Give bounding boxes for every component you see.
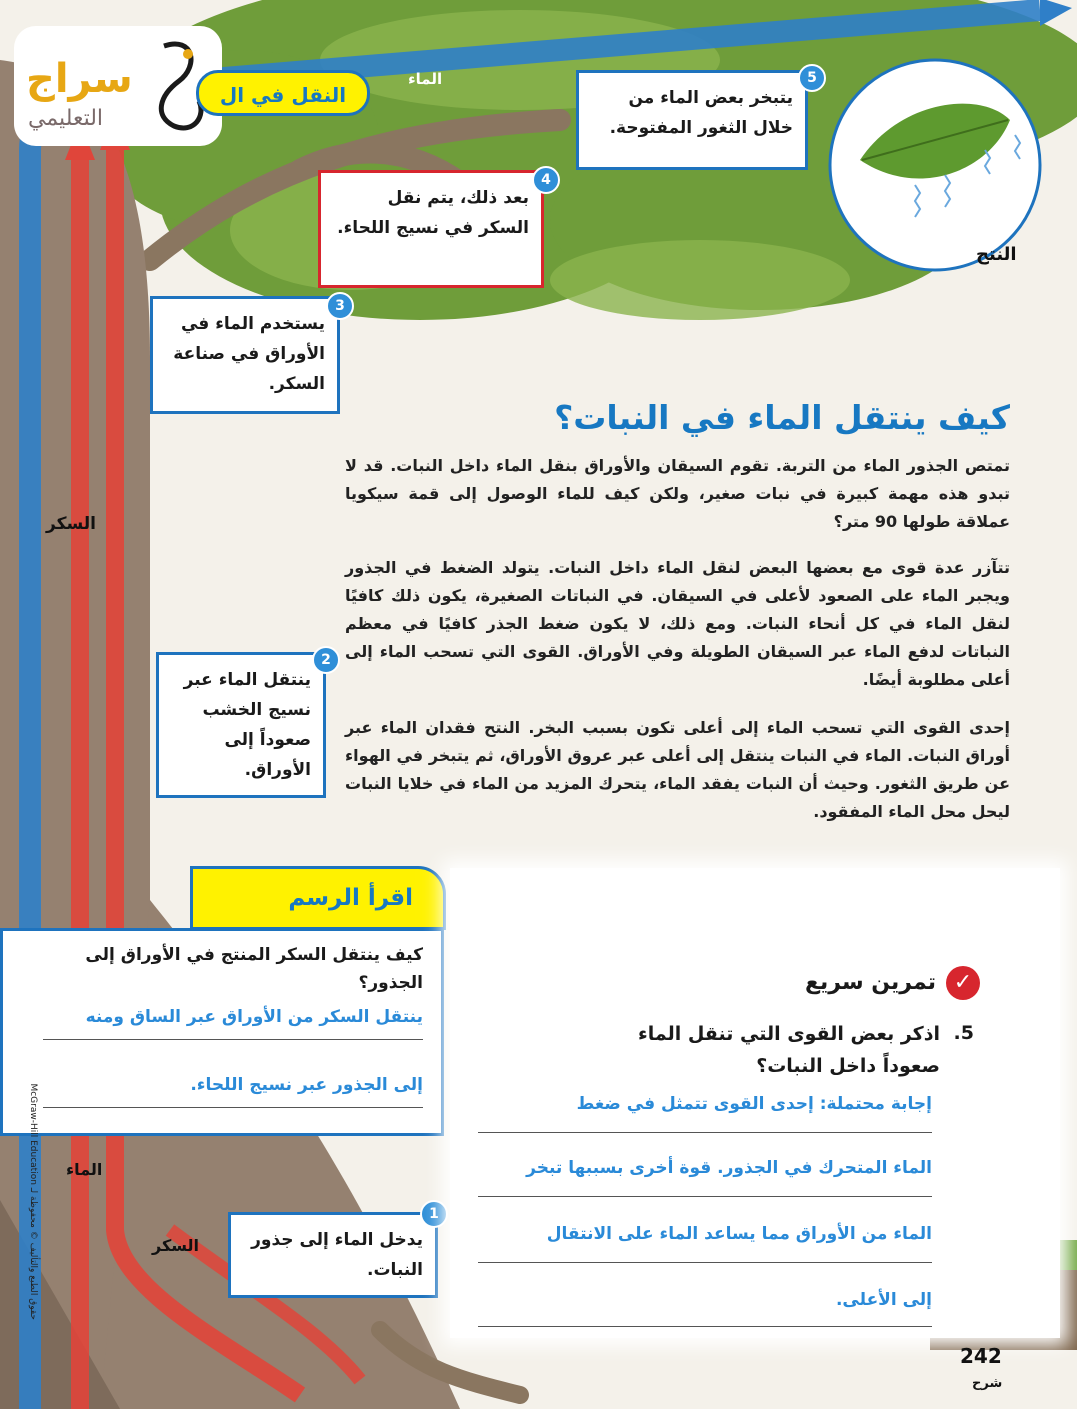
- callout-5-text: يتبخر بعض الماء من خلال الثغور المفتوحة.: [609, 88, 793, 138]
- answer-line: [43, 1107, 423, 1108]
- answer-line: [43, 1039, 423, 1040]
- question-number: 5.: [953, 1022, 974, 1044]
- callout-2-number: 2: [312, 646, 340, 674]
- water-label-bottom: الماء: [66, 1160, 103, 1179]
- callout-3-text: يستخدم الماء في الأوراق في صناعة السكر.: [173, 314, 325, 394]
- checkmark-icon: ✓: [946, 966, 980, 1000]
- quick-answer-1: إجابة محتملة: إحدى القوى تتمثل في ضغط: [576, 1094, 932, 1114]
- article-heading: كيف ينتقل الماء في النبات؟: [554, 398, 1010, 437]
- callout-3-number: 3: [326, 292, 354, 320]
- callout-4: [318, 170, 544, 288]
- logo-subtitle: التعليمي: [28, 106, 104, 131]
- article-paragraph-1: تمتص الجذور الماء من التربة. تقوم السيقان والأوراق بنقل الماء داخل النبات. قد لا تبدو هذه مهمة كبيرة في نبات صغير، ولكن كيف للماء الوصول إلى قمة سيكويا عملاقة طولها 90 متر؟: [345, 456, 1010, 531]
- callout-1-number: 1: [420, 1200, 448, 1228]
- read-diagram-answer-2: إلى الجذور عبر نسيج اللحاء.: [190, 1075, 423, 1095]
- water-arrow-label: الماء: [408, 70, 443, 88]
- callout-4-text: بعد ذلك، يتم نقل السكر في نسيج اللحاء.: [337, 188, 529, 238]
- logo-name: سراج: [26, 56, 133, 102]
- read-diagram-box: [0, 928, 444, 1136]
- answer-line: [478, 1262, 932, 1263]
- sugar-label-bottom: السكر: [152, 1236, 200, 1255]
- footer-label: شرح: [972, 1376, 1003, 1391]
- quick-exercise-title: تمرين سريع: [804, 970, 936, 995]
- side-copyright-strip: [22, 920, 42, 1320]
- callout-4-number: 4: [532, 166, 560, 194]
- page-number: 242: [960, 1344, 1002, 1368]
- article-paragraph-3: إحدى القوى التي تسحب الماء إلى أعلى تكون بسبب البخر. النتح فقدان الماء عبر أوراق النبات. الماء في النبات ينتقل إلى أعلى عبر عروق الأوراق، ثم يتبخر في الهواء عن طريق الثغور. وحيث أن النبات يفقد الماء، يتحرك المزيد من الماء في خلايا النبات ليحل محل الماء المفقود.: [345, 718, 1010, 821]
- sugar-label-top: السكر: [46, 514, 96, 534]
- transpiration-label: النتح: [976, 244, 1017, 265]
- answer-line: [478, 1196, 932, 1197]
- quick-exercise-question: اذكر بعض القوى التي تنقل الماء صعوداً داخل النبات؟: [637, 1023, 940, 1077]
- quick-answer-2: الماء المتحرك في الجذور. قوة أخرى بسببها تبخر: [526, 1158, 932, 1178]
- callout-1-text: يدخل الماء إلى جذور النبات.: [251, 1230, 423, 1280]
- read-diagram-answer-1: ينتقل السكر من الأوراق عبر الساق ومنه: [85, 1007, 423, 1027]
- callout-2: [156, 652, 326, 798]
- callout-3: [150, 296, 340, 414]
- section-banner: النقل في ال: [196, 70, 370, 116]
- article-paragraph-2: تتآزر عدة قوى مع بعضها البعض لنقل الماء داخل النبات. يتولد الضغط في الجذور ويجبر الماء على الصعود لأعلى في السيقان. في النباتات الصغيرة، يكون ذلك كافيًا لنقل الماء في كل أنحاء النبات. ومع ذلك، لا يكون ضغط الجذر كافيًا في معظم النباتات لدفع الماء عبر السيقان الطويلة وفي الأوراق. القوى التي تسحب الماء إلى أعلى مطلوبة أيضًا.: [345, 558, 1010, 689]
- read-diagram-question: كيف ينتقل السكر المنتج في الأوراق إلى الجذور؟: [85, 945, 423, 993]
- callout-5: [576, 70, 808, 170]
- quick-answer-4: إلى الأعلى.: [835, 1290, 932, 1310]
- callout-5-number: 5: [798, 64, 826, 92]
- read-diagram-title: اقرأ الرسم: [190, 866, 446, 930]
- siraj-logo: [14, 26, 222, 146]
- answer-line: [478, 1326, 932, 1327]
- quick-answer-3: الماء من الأوراق مما يساعد الماء على الانتقال: [546, 1224, 932, 1244]
- callout-2-text: ينتقل الماء عبر نسيج الخشب صعوداً إلى الأوراق.: [183, 670, 311, 780]
- answer-line: [478, 1132, 932, 1133]
- callout-1: [228, 1212, 438, 1298]
- side-copyright: حقوق الطبع والتأليف © محفوظة لـ McGraw-Hill Education: [28, 1083, 38, 1320]
